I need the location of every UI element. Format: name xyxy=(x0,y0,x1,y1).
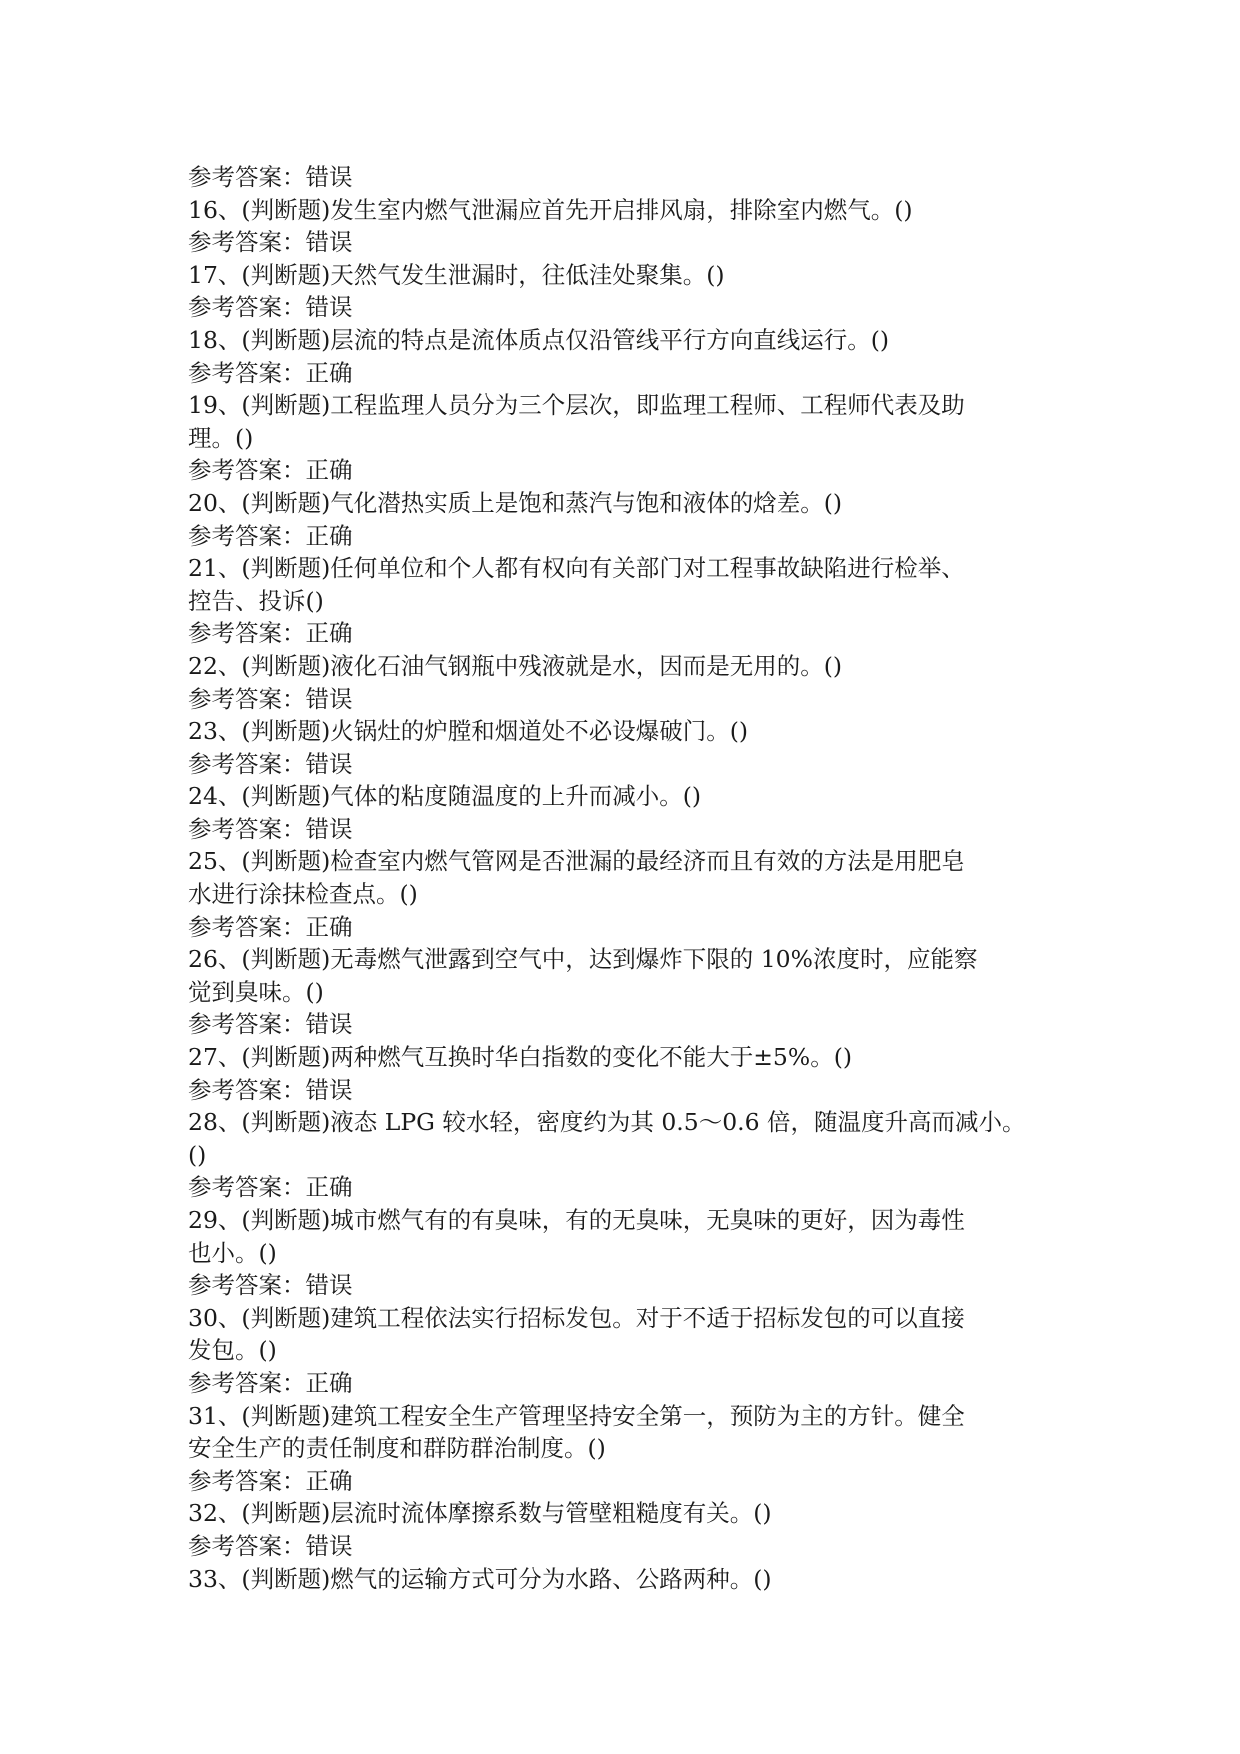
answer-line: 参考答案：正确 xyxy=(188,456,353,485)
answer-line: 参考答案：错误 xyxy=(188,1010,353,1039)
answer-line: 参考答案：正确 xyxy=(188,912,353,941)
question-line-continued: 也小。() xyxy=(188,1238,277,1267)
answer-line: 参考答案：错误 xyxy=(188,749,353,778)
question-line: 21、(判断题)任何单位和个人都有权向有关部门对工程事故缺陷进行检举、 xyxy=(188,554,965,583)
question-line-continued: 水进行涂抹检查点。() xyxy=(188,880,418,909)
question-line: 29、(判断题)城市燃气有的有臭味，有的无臭味，无臭味的更好，因为毒性 xyxy=(188,1206,965,1234)
answer-line: 参考答案：正确 xyxy=(188,521,353,550)
answer-line: 参考答案：错误 xyxy=(188,1271,353,1300)
question-line: 16、(判断题)发生室内燃气泄漏应首先开启排风扇，排除室内燃气。() xyxy=(188,195,913,224)
answer-line: 参考答案：错误 xyxy=(188,228,353,257)
question-line: 20、(判断题)气化潜热实质上是饱和蒸汽与饱和液体的焓差。() xyxy=(188,488,843,517)
answer-line: 参考答案：正确 xyxy=(188,1368,353,1397)
answer-line: 参考答案：错误 xyxy=(188,293,353,322)
question-line: 23、(判断题)火锅灶的炉膛和烟道处不必设爆破门。() xyxy=(188,717,749,746)
question-line: 19、(判断题)工程监理人员分为三个层次，即监理工程师、工程师代表及助 xyxy=(188,391,965,420)
question-line-continued: 安全生产的责任制度和群防群治制度。() xyxy=(188,1434,606,1463)
question-line-continued: () xyxy=(188,1140,207,1169)
question-line: 31、(判断题)建筑工程安全生产管理坚持安全第一，预防为主的方针。健全 xyxy=(188,1401,965,1430)
question-line-continued: 理。() xyxy=(188,423,254,452)
question-line: 26、(判断题)无毒燃气泄露到空气中，达到爆炸下限的 10%浓度时，应能察 xyxy=(188,945,978,974)
question-line: 17、(判断题)天然气发生泄漏时，往低洼处聚集。() xyxy=(188,260,725,289)
answer-line: 参考答案：正确 xyxy=(188,358,353,387)
answer-line: 参考答案：错误 xyxy=(188,1531,353,1560)
question-line: 28、(判断题)液态 LPG 较水轻，密度约为其 0.5～0.6 倍，随温度升高而减小。 xyxy=(188,1108,1026,1137)
question-line: 18、(判断题)层流的特点是流体质点仅沿管线平行方向直线运行。() xyxy=(188,325,890,354)
question-line: 27、(判断题)两种燃气互换时华白指数的变化不能大于±5%。() xyxy=(188,1043,853,1072)
document-body xyxy=(188,161,1088,1595)
answer-line: 参考答案：错误 xyxy=(188,163,353,191)
answer-line: 参考答案：正确 xyxy=(188,619,353,648)
answer-line: 参考答案：错误 xyxy=(188,1075,353,1104)
question-line: 25、(判断题)检查室内燃气管网是否泄漏的最经济而且有效的方法是用肥皂 xyxy=(188,847,965,876)
question-line: 22、(判断题)液化石油气钢瓶中残液就是水，因而是无用的。() xyxy=(188,651,843,680)
answer-line: 参考答案：正确 xyxy=(188,1173,353,1202)
answer-line: 参考答案：正确 xyxy=(188,1466,353,1495)
answer-line: 参考答案：错误 xyxy=(188,684,353,713)
question-line-continued: 控告、投诉() xyxy=(188,586,324,615)
question-line: 24、(判断题)气体的粘度随温度的上升而减小。() xyxy=(188,782,702,811)
question-line: 32、(判断题)层流时流体摩擦系数与管壁粗糙度有关。() xyxy=(188,1499,772,1528)
question-line: 30、(判断题)建筑工程依法实行招标发包。对于不适于招标发包的可以直接 xyxy=(188,1303,965,1332)
question-line-continued: 觉到臭味。() xyxy=(188,977,324,1006)
question-line: 33、(判断题)燃气的运输方式可分为水路、公路两种。() xyxy=(188,1564,772,1593)
question-line-continued: 发包。() xyxy=(188,1336,277,1365)
answer-line: 参考答案：错误 xyxy=(188,814,353,843)
